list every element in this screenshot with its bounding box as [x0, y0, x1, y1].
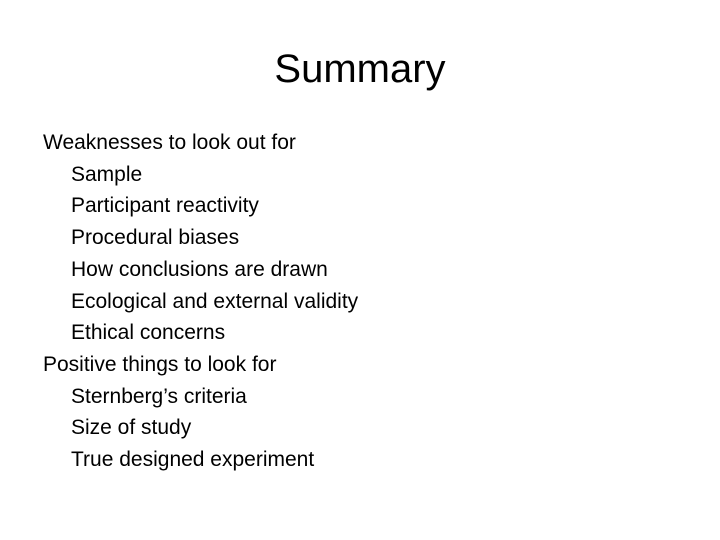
slide-title: Summary — [274, 47, 446, 91]
weakness-item: Procedural biases — [71, 226, 240, 250]
weakness-item: Sample — [71, 162, 143, 186]
weakness-item: Ecological and external validity — [71, 289, 359, 313]
slide-body — [43, 127, 683, 476]
weakness-item: How conclusions are drawn — [71, 257, 328, 281]
weaknesses-heading: Weaknesses to look out for — [43, 131, 296, 154]
weakness-item: Ethical concerns — [71, 321, 226, 345]
weakness-item: Participant reactivity — [71, 194, 259, 218]
positive-item: Sternberg’s criteria — [71, 384, 247, 408]
positive-item: Size of study — [71, 416, 192, 440]
positives-heading: Positive things to look for — [43, 352, 277, 376]
positive-item: True designed experiment — [71, 448, 315, 472]
